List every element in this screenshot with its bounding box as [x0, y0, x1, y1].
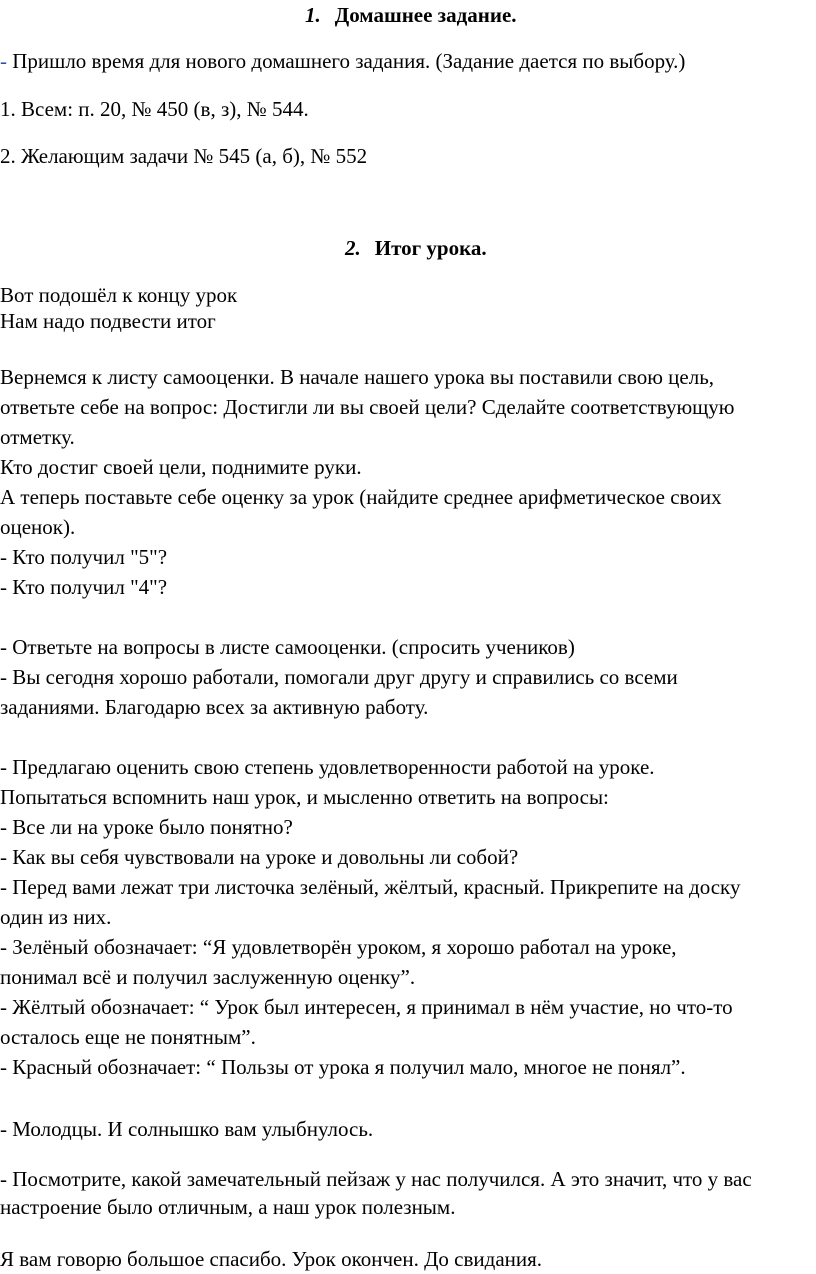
- homework-intro-text: Пришло время для нового домашнего задания. (Задание дается по выбору.): [7, 49, 686, 73]
- summary-line: Я вам говорю большое спасибо. Урок окончен. До свидания.: [0, 1247, 543, 1271]
- summary-line: - Ответьте на вопросы в листе самооценки. (спросить учеников): [0, 635, 575, 659]
- section-2-heading: [345, 233, 487, 263]
- summary-line: - Жёлтый обозначает: “ Урок был интересен, я принимал в нём участие, но что-то: [0, 995, 733, 1019]
- summary-line: понимал всё и получил заслуженную оценку”.: [0, 965, 416, 989]
- summary-line: заданиями. Благодарю всех за активную работу.: [0, 695, 429, 719]
- summary-line: - Перед вами лежат три листочка зелёный, жёлтый, красный. Прикрепите на доску: [0, 875, 741, 899]
- summary-line: А теперь поставьте себе оценку за урок (найдите среднее арифметическое своих: [0, 485, 722, 509]
- section-1-title: Домашнее задание.: [334, 3, 517, 27]
- section-2-number: 2.: [345, 236, 361, 260]
- section-2-title: Итог урока.: [374, 236, 487, 260]
- summary-line: - Посмотрите, какой замечательный пейзаж у нас получился. А это значит, что у вас: [0, 1167, 752, 1191]
- homework-item-1: 1. Всем: п. 20, № 450 (в, з), № 544.: [0, 97, 309, 121]
- summary-line: - Предлагаю оценить свою степень удовлетворенности работой на уроке.: [0, 755, 655, 779]
- summary-line: - Красный обозначает: “ Пользы от урока я получил мало, многое не понял”.: [0, 1055, 686, 1079]
- summary-line: - Кто получил "4"?: [0, 575, 168, 599]
- summary-line: ответьте себе на вопрос: Достигли ли вы своей цели? Сделайте соответствующую: [0, 395, 735, 419]
- summary-line: осталось еще не понятным”.: [0, 1025, 256, 1049]
- summary-line: отметку.: [0, 425, 75, 449]
- section-1-heading: [305, 0, 517, 30]
- summary-line: - Молодцы. И солнышко вам улыбнулось.: [0, 1117, 374, 1141]
- summary-line: Вот подошёл к концу урок: [0, 283, 238, 307]
- summary-line: - Зелёный обозначает: “Я удовлетворён уроком, я хорошо работал на уроке,: [0, 935, 677, 959]
- summary-line: - Вы сегодня хорошо работали, помогали друг другу и справились со всеми: [0, 665, 678, 689]
- homework-intro-dash: -: [0, 49, 7, 73]
- homework-intro: [0, 46, 685, 76]
- summary-line: Попытаться вспомнить наш урок, и мысленно ответить на вопросы:: [0, 785, 609, 809]
- summary-line: настроение было отличным, а наш урок полезным.: [0, 1195, 456, 1219]
- summary-line: оценок).: [0, 515, 76, 539]
- summary-line: - Кто получил "5"?: [0, 545, 168, 569]
- summary-line: - Как вы себя чувствовали на уроке и довольны ли собой?: [0, 845, 519, 869]
- summary-line: Вернемся к листу самооценки. В начале нашего урока вы поставили свою цель,: [0, 365, 715, 389]
- summary-line: - Все ли на уроке было понятно?: [0, 815, 293, 839]
- homework-item-2: 2. Желающим задачи № 545 (а, б), № 552: [0, 144, 368, 168]
- summary-line: Кто достиг своей цели, поднимите руки.: [0, 455, 362, 479]
- summary-line: Нам надо подвести итог: [0, 309, 216, 333]
- section-1-number: 1.: [305, 3, 321, 27]
- summary-line: один из них.: [0, 905, 112, 929]
